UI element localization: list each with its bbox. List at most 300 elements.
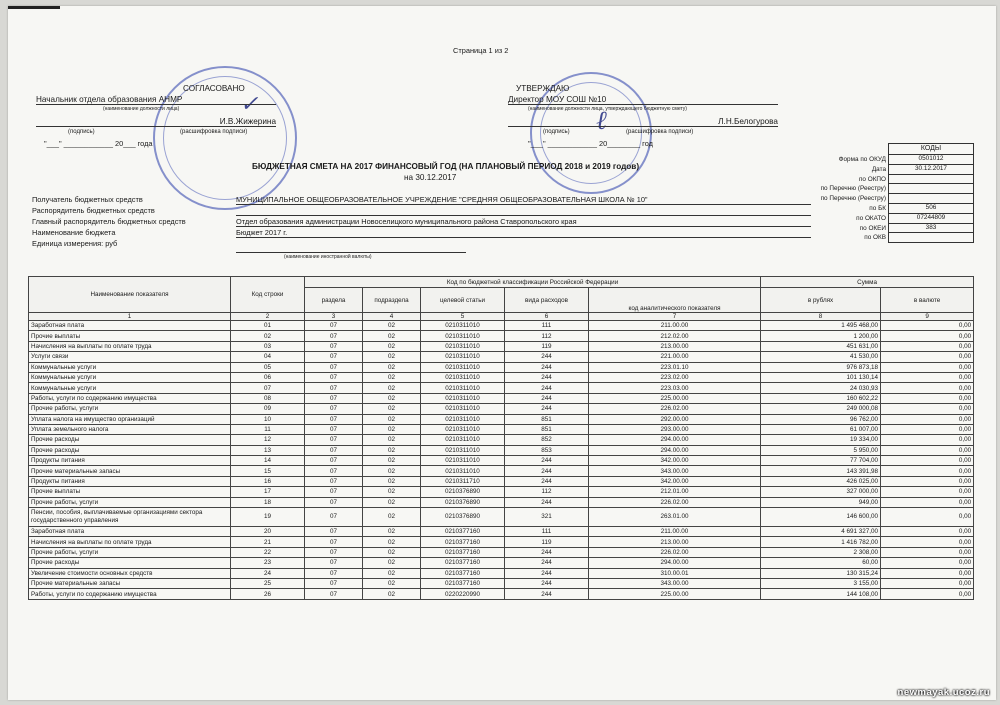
row-sum-rub: 327 000,00: [761, 487, 881, 497]
row-subsection: 02: [363, 372, 421, 382]
code-label: по ОКПО: [858, 175, 886, 183]
row-sum-rub: 77 704,00: [761, 456, 881, 466]
col-number: 4: [363, 313, 421, 321]
row-target: 0210376890: [421, 497, 505, 507]
row-name: Услуги связи: [29, 352, 231, 362]
row-sum-currency: 0,00: [881, 414, 974, 424]
row-sum-rub: 249 000,08: [761, 404, 881, 414]
unit-label: Единица измерения: руб: [32, 239, 118, 248]
row-analytic: 293.00.00: [589, 424, 761, 434]
table-row: [29, 568, 974, 578]
approve-right-position: Директор МОУ СОШ №10: [508, 95, 778, 105]
main-distributor-label: Главный распорядитель бюджетных средств: [32, 217, 186, 226]
row-analytic: 223.03.00: [589, 383, 761, 393]
row-name: Заработная плата: [29, 321, 231, 331]
row-sum-currency: 0,00: [881, 497, 974, 507]
row-analytic: 223.02.00: [589, 372, 761, 382]
row-sum-rub: 101 130,14: [761, 372, 881, 382]
row-subsection: 02: [363, 568, 421, 578]
row-code: 23: [231, 558, 305, 568]
row-target: 0210311010: [421, 341, 505, 351]
row-analytic: 263.01.00: [589, 508, 761, 527]
row-analytic: 225.00.00: [589, 393, 761, 403]
code-label: Форма по ОКУД: [838, 156, 886, 163]
row-subsection: 02: [363, 331, 421, 341]
approve-left-position: Начальник отдела образования АНМР: [36, 95, 276, 105]
row-target: 0210311010: [421, 383, 505, 393]
row-name: Начисления на выплаты по оплате труда: [29, 537, 231, 547]
row-subsection: 02: [363, 497, 421, 507]
approve-right-position-caption: (наименование должности лица, утверждающего бюджетную смету): [528, 106, 687, 112]
row-exptype: 244: [505, 393, 589, 403]
code-value: 0501012: [889, 155, 974, 165]
row-sum-currency: 0,00: [881, 331, 974, 341]
row-exptype: 321: [505, 508, 589, 527]
row-section: 07: [305, 414, 363, 424]
row-analytic: 294.00.00: [589, 558, 761, 568]
header-sum: Сумма: [761, 277, 974, 288]
row-sum-currency: 0,00: [881, 487, 974, 497]
row-target: 0210377160: [421, 527, 505, 537]
row-sum-rub: 160 602,22: [761, 393, 881, 403]
row-name: Заработная плата: [29, 527, 231, 537]
row-name: Продукты питания: [29, 456, 231, 466]
row-target: 0210311710: [421, 476, 505, 486]
row-analytic: 225.00.00: [589, 589, 761, 599]
code-value: [889, 184, 974, 194]
row-exptype: 244: [505, 383, 589, 393]
row-section: 07: [305, 487, 363, 497]
row-sum-currency: 0,00: [881, 578, 974, 588]
row-code: 16: [231, 476, 305, 486]
header-currency: в валюте: [881, 288, 974, 313]
table-row: [29, 352, 974, 362]
row-subsection: 02: [363, 352, 421, 362]
row-target: 0210311010: [421, 372, 505, 382]
recipient-label: Получатель бюджетных средств: [32, 195, 143, 204]
table-row: [29, 589, 974, 599]
row-section: 07: [305, 352, 363, 362]
row-code: 22: [231, 547, 305, 557]
row-name: Прочие материальные запасы: [29, 578, 231, 588]
row-code: 12: [231, 435, 305, 445]
row-analytic: 211.00.00: [589, 321, 761, 331]
row-code: 09: [231, 404, 305, 414]
row-sum-currency: 0,00: [881, 424, 974, 434]
col-number: 9: [881, 313, 974, 321]
row-sum-currency: 0,00: [881, 383, 974, 393]
row-target: 0210377160: [421, 568, 505, 578]
row-name: Прочие расходы: [29, 558, 231, 568]
page-label: Страница 1 из 2: [453, 46, 509, 55]
row-code: 17: [231, 487, 305, 497]
header-analytic: код аналитического показателя: [589, 288, 761, 313]
row-section: 07: [305, 321, 363, 331]
budget-table: [28, 276, 974, 600]
row-exptype: 112: [505, 487, 589, 497]
row-section: 07: [305, 476, 363, 486]
row-analytic: 226.02.00: [589, 404, 761, 414]
row-analytic: 226.02.00: [589, 547, 761, 557]
currency-line: [236, 252, 466, 253]
row-section: 07: [305, 547, 363, 557]
row-subsection: 02: [363, 341, 421, 351]
row-sum-rub: 96 762,00: [761, 414, 881, 424]
row-sum-rub: 41 530,00: [761, 352, 881, 362]
row-section: 07: [305, 445, 363, 455]
row-name: Прочие выплаты: [29, 331, 231, 341]
row-section: 07: [305, 578, 363, 588]
row-name: Прочие выплаты: [29, 487, 231, 497]
row-target: 0210311010: [421, 321, 505, 331]
table-row: [29, 414, 974, 424]
row-exptype: 851: [505, 424, 589, 434]
row-code: 13: [231, 445, 305, 455]
row-section: 07: [305, 466, 363, 476]
row-analytic: 342.00.00: [589, 456, 761, 466]
code-value: 383: [889, 223, 974, 233]
document-date: на 30.12.2017: [404, 173, 457, 182]
row-target: 0210311010: [421, 456, 505, 466]
main-distributor-value: Отдел образования администрации Новоселицкого муниципального района Ставропольского края: [236, 217, 811, 227]
row-sum-currency: 0,00: [881, 547, 974, 557]
row-subsection: 02: [363, 508, 421, 527]
col-number: 3: [305, 313, 363, 321]
table-row: [29, 341, 974, 351]
row-section: 07: [305, 404, 363, 414]
code-label: по ОКВ: [864, 234, 886, 242]
approve-right-sign-caption: (подпись): [543, 129, 570, 135]
row-section: 07: [305, 383, 363, 393]
row-analytic: 212.02.00: [589, 331, 761, 341]
approve-right-name-caption: (расшифровка подписи): [626, 129, 694, 135]
row-section: 07: [305, 424, 363, 434]
row-target: 0210311010: [421, 445, 505, 455]
table-row: [29, 558, 974, 568]
table-row: [29, 372, 974, 382]
col-number: 8: [761, 313, 881, 321]
table-row: [29, 331, 974, 341]
row-sum-currency: 0,00: [881, 527, 974, 537]
table-row: [29, 321, 974, 331]
row-target: 0210311010: [421, 393, 505, 403]
row-code: 15: [231, 466, 305, 476]
row-sum-currency: 0,00: [881, 508, 974, 527]
row-section: 07: [305, 558, 363, 568]
row-name: Коммунальные услуги: [29, 372, 231, 382]
table-row: [29, 527, 974, 537]
row-exptype: 112: [505, 331, 589, 341]
row-sum-rub: 5 950,00: [761, 445, 881, 455]
row-sum-rub: 61 007,00: [761, 424, 881, 434]
row-exptype: 244: [505, 578, 589, 588]
row-sum-currency: 0,00: [881, 352, 974, 362]
row-sum-rub: 4 691 327,00: [761, 527, 881, 537]
row-code: 10: [231, 414, 305, 424]
approve-left-name-caption: (расшифровка подписи): [180, 129, 248, 135]
row-exptype: 244: [505, 372, 589, 382]
table-row: [29, 578, 974, 588]
row-code: 20: [231, 527, 305, 537]
table-row: [29, 476, 974, 486]
row-subsection: 02: [363, 393, 421, 403]
header-target: целевой статьи: [421, 288, 505, 313]
row-sum-currency: 0,00: [881, 393, 974, 403]
row-section: 07: [305, 568, 363, 578]
table-row: [29, 508, 974, 527]
row-subsection: 02: [363, 487, 421, 497]
row-code: 03: [231, 341, 305, 351]
row-analytic: 221.00.00: [589, 352, 761, 362]
approve-left-sign-caption: (подпись): [68, 129, 95, 135]
row-name: Уплата земельного налога: [29, 424, 231, 434]
row-sum-currency: 0,00: [881, 456, 974, 466]
distributor-label: Распорядитель бюджетных средств: [32, 206, 155, 215]
row-subsection: 02: [363, 466, 421, 476]
row-name: Коммунальные услуги: [29, 383, 231, 393]
approve-left-position-caption: (наименование должности лица): [103, 106, 180, 112]
row-exptype: 244: [505, 362, 589, 372]
row-subsection: 02: [363, 321, 421, 331]
approve-right-date: "___" ____________ 20________ год: [528, 139, 653, 148]
row-target: 0210311010: [421, 435, 505, 445]
row-name: Работы, услуги по содержанию имущества: [29, 589, 231, 599]
row-subsection: 02: [363, 456, 421, 466]
row-section: 07: [305, 341, 363, 351]
row-subsection: 02: [363, 527, 421, 537]
row-code: 02: [231, 331, 305, 341]
row-section: 07: [305, 527, 363, 537]
row-exptype: 244: [505, 558, 589, 568]
row-section: 07: [305, 393, 363, 403]
approve-right-name: Л.Н.Белогурова: [508, 117, 778, 127]
row-sum-currency: 0,00: [881, 372, 974, 382]
row-sum-currency: 0,00: [881, 466, 974, 476]
row-name: Начисления на выплаты по оплате труда: [29, 341, 231, 351]
approve-left-name: И.В.Жижерина: [36, 117, 276, 127]
row-subsection: 02: [363, 435, 421, 445]
row-exptype: 244: [505, 568, 589, 578]
table-row: [29, 424, 974, 434]
row-sum-currency: 0,00: [881, 568, 974, 578]
row-code: 24: [231, 568, 305, 578]
row-exptype: 119: [505, 537, 589, 547]
recipient-value: МУНИЦИПАЛЬНОЕ ОБЩЕОБРАЗОВАТЕЛЬНОЕ УЧРЕЖДЕНИЕ "СРЕДНЯЯ ОБЩЕОБРАЗОВАТЕЛЬНАЯ ШКОЛА № 10": [236, 195, 811, 205]
row-code: 25: [231, 578, 305, 588]
table-row: [29, 445, 974, 455]
row-subsection: 02: [363, 362, 421, 372]
table-row: [29, 383, 974, 393]
row-section: 07: [305, 456, 363, 466]
code-label: по ОКАТО: [856, 214, 886, 222]
row-analytic: 294.00.00: [589, 435, 761, 445]
code-value: [889, 194, 974, 204]
row-target: 0210376890: [421, 487, 505, 497]
signature-left: ✓: [240, 92, 259, 117]
row-target: 0210311010: [421, 362, 505, 372]
row-name: Прочие материальные запасы: [29, 466, 231, 476]
row-exptype: 244: [505, 476, 589, 486]
row-subsection: 02: [363, 578, 421, 588]
row-exptype: 852: [505, 435, 589, 445]
row-target: 0220220990: [421, 589, 505, 599]
row-sum-rub: 451 631,00: [761, 341, 881, 351]
row-code: 07: [231, 383, 305, 393]
row-sum-rub: 144 108,00: [761, 589, 881, 599]
signature-right: ℓ: [596, 106, 607, 136]
code-value: 506: [889, 203, 974, 213]
row-analytic: 212.01.00: [589, 487, 761, 497]
row-subsection: 02: [363, 424, 421, 434]
col-number: 7: [589, 313, 761, 321]
budget-table-body: [29, 321, 974, 600]
approve-right-heading: УТВЕРЖДАЮ: [516, 84, 570, 93]
col-number: 2: [231, 313, 305, 321]
header-section: раздела: [305, 288, 363, 313]
distributor-line: [236, 215, 811, 216]
table-row: [29, 404, 974, 414]
row-name: Работы, услуги по содержанию имущества: [29, 393, 231, 403]
row-subsection: 02: [363, 404, 421, 414]
col-number: 5: [421, 313, 505, 321]
row-target: 0210311010: [421, 414, 505, 424]
row-target: 0210377160: [421, 558, 505, 568]
row-section: 07: [305, 372, 363, 382]
header-exptype: вида расходов: [505, 288, 589, 313]
row-analytic: 213.00.00: [589, 537, 761, 547]
header-rub: в рублях: [761, 288, 881, 313]
row-exptype: 244: [505, 589, 589, 599]
row-sum-currency: 0,00: [881, 445, 974, 455]
row-exptype: 111: [505, 527, 589, 537]
row-code: 01: [231, 321, 305, 331]
row-target: 0210377160: [421, 537, 505, 547]
code-label: по БК: [869, 204, 886, 212]
row-sum-rub: 1 416 782,00: [761, 537, 881, 547]
row-analytic: 292.00.00: [589, 414, 761, 424]
row-analytic: 294.00.00: [589, 445, 761, 455]
row-name: Уплата налога на имущество организаций: [29, 414, 231, 424]
row-subsection: 02: [363, 537, 421, 547]
header-code: Код строки: [231, 277, 305, 313]
row-sum-rub: 24 030,93: [761, 383, 881, 393]
codes-table: [888, 143, 974, 243]
row-sum-rub: 143 391,98: [761, 466, 881, 476]
row-code: 26: [231, 589, 305, 599]
row-sum-rub: 3 155,00: [761, 578, 881, 588]
table-row: [29, 466, 974, 476]
row-target: 0210377160: [421, 578, 505, 588]
codes-header: КОДЫ: [889, 144, 974, 155]
row-code: 18: [231, 497, 305, 507]
row-sum-currency: 0,00: [881, 476, 974, 486]
row-sum-rub: 146 600,00: [761, 508, 881, 527]
code-label: по Перечню (Реестру): [820, 185, 886, 193]
row-name: Продукты питания: [29, 476, 231, 486]
scan-mark: [8, 6, 60, 9]
row-analytic: 342.00.00: [589, 476, 761, 486]
table-row: [29, 435, 974, 445]
table-row: [29, 456, 974, 466]
code-value: [889, 174, 974, 184]
row-subsection: 02: [363, 383, 421, 393]
table-row: [29, 497, 974, 507]
row-name: Прочие работы, услуги: [29, 497, 231, 507]
row-analytic: 226.02.00: [589, 497, 761, 507]
row-sum-rub: 19 334,00: [761, 435, 881, 445]
currency-caption: (наименование иностранной валюты): [284, 254, 372, 260]
row-exptype: 111: [505, 321, 589, 331]
row-exptype: 244: [505, 352, 589, 362]
row-exptype: 119: [505, 341, 589, 351]
row-sum-rub: 1 495 468,00: [761, 321, 881, 331]
row-sum-rub: 1 200,00: [761, 331, 881, 341]
row-code: 06: [231, 372, 305, 382]
row-analytic: 343.00.00: [589, 578, 761, 588]
codes-labels: [821, 155, 886, 243]
row-code: 11: [231, 424, 305, 434]
row-target: 0210311010: [421, 466, 505, 476]
row-section: 07: [305, 435, 363, 445]
row-sum-currency: 0,00: [881, 558, 974, 568]
row-section: 07: [305, 331, 363, 341]
row-sum-currency: 0,00: [881, 589, 974, 599]
row-subsection: 02: [363, 445, 421, 455]
row-analytic: 343.00.00: [589, 466, 761, 476]
approve-left-heading: СОГЛАСОВАНО: [183, 84, 245, 93]
row-analytic: 213.00.00: [589, 341, 761, 351]
row-exptype: 853: [505, 445, 589, 455]
row-exptype: 244: [505, 497, 589, 507]
row-code: 14: [231, 456, 305, 466]
row-subsection: 02: [363, 547, 421, 557]
row-section: 07: [305, 589, 363, 599]
header-name: Наименование показателя: [29, 277, 231, 313]
row-name: Пенсии, пособия, выплачиваемые организациями сектора государственного управления: [29, 508, 231, 527]
row-target: 0210376890: [421, 508, 505, 527]
row-sum-currency: 0,00: [881, 435, 974, 445]
row-name: Прочие работы, услуги: [29, 404, 231, 414]
row-target: 0210311010: [421, 331, 505, 341]
row-name: Увеличение стоимости основных средств: [29, 568, 231, 578]
approve-left-date: "___" ____________ 20___ года: [44, 139, 153, 148]
code-value: 30.12.2017: [889, 164, 974, 174]
table-row: [29, 362, 974, 372]
row-subsection: 02: [363, 414, 421, 424]
row-target: 0210377160: [421, 547, 505, 557]
code-label: по ОКЕИ: [859, 224, 886, 232]
row-exptype: 244: [505, 547, 589, 557]
row-exptype: 244: [505, 466, 589, 476]
document-title: БЮДЖЕТНАЯ СМЕТА НА 2017 ФИНАНСОВЫЙ ГОД (НА ПЛАНОВЫЙ ПЕРИОД 2018 и 2019 годов): [252, 162, 640, 171]
row-code: 05: [231, 362, 305, 372]
row-name: Прочие расходы: [29, 435, 231, 445]
row-exptype: 244: [505, 456, 589, 466]
row-exptype: 851: [505, 414, 589, 424]
row-sum-currency: 0,00: [881, 404, 974, 414]
table-row: [29, 393, 974, 403]
row-sum-currency: 0,00: [881, 537, 974, 547]
row-sum-rub: 130 315,24: [761, 568, 881, 578]
table-row: [29, 547, 974, 557]
code-label: по Перечню (Реестру): [820, 195, 886, 203]
row-subsection: 02: [363, 589, 421, 599]
row-target: 0210311010: [421, 424, 505, 434]
row-name: Коммунальные услуги: [29, 362, 231, 372]
row-target: 0210311010: [421, 404, 505, 414]
budget-value: Бюджет 2017 г.: [236, 228, 811, 238]
row-name: Прочие работы, услуги: [29, 547, 231, 557]
